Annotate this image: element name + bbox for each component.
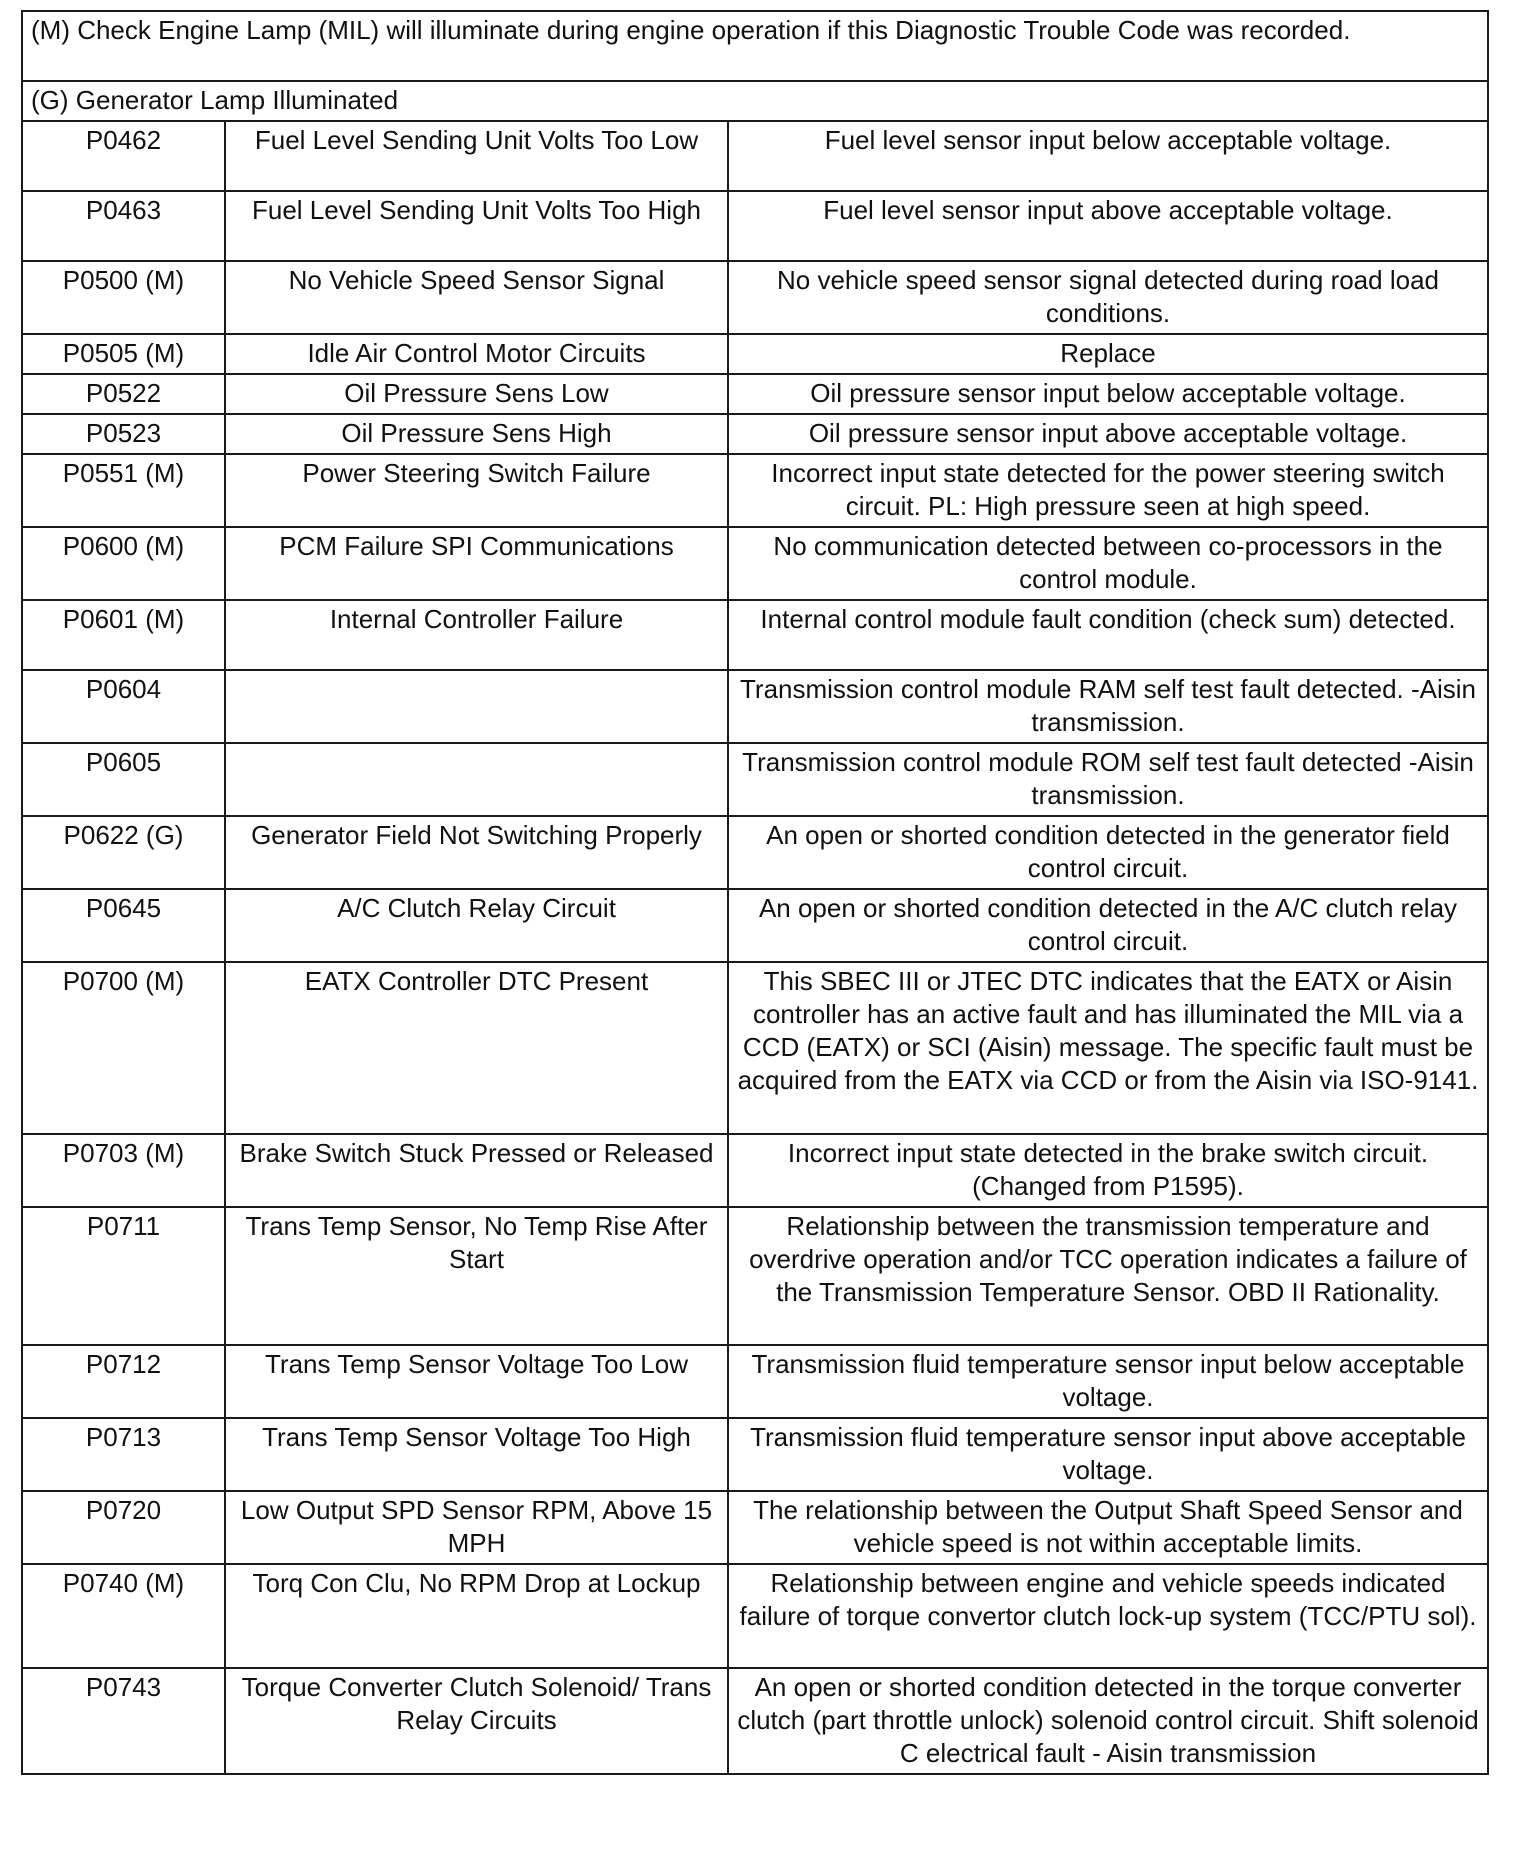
dtc-description: Internal control module fault condition (check sum) detected. (728, 600, 1488, 670)
dtc-code: P0463 (22, 191, 225, 261)
table-row (22, 1418, 1488, 1491)
dtc-name: Idle Air Control Motor Circuits (225, 334, 728, 374)
dtc-code: P0500 (M) (22, 261, 225, 334)
dtc-description: The relationship between the Output Shaft Speed Sensor and vehicle speed is not within acceptable limits. (728, 1491, 1488, 1564)
table-row (22, 121, 1488, 191)
dtc-code: P0720 (22, 1491, 225, 1564)
dtc-name: Oil Pressure Sens Low (225, 374, 728, 414)
table-row (22, 600, 1488, 670)
dtc-name (225, 743, 728, 816)
dtc-name: Generator Field Not Switching Properly (225, 816, 728, 889)
dtc-code: P0700 (M) (22, 962, 225, 1134)
dtc-description: An open or shorted condition detected in the A/C clutch relay control circuit. (728, 889, 1488, 962)
dtc-description: An open or shorted condition detected in the generator field control circuit. (728, 816, 1488, 889)
table-row (22, 527, 1488, 600)
dtc-name: Power Steering Switch Failure (225, 454, 728, 527)
dtc-description: Transmission control module RAM self test fault detected. -Aisin transmission. (728, 670, 1488, 743)
table-row (22, 374, 1488, 414)
dtc-name: No Vehicle Speed Sensor Signal (225, 261, 728, 334)
dtc-description: Transmission fluid temperature sensor input above acceptable voltage. (728, 1418, 1488, 1491)
dtc-name (225, 670, 728, 743)
dtc-code: P0505 (M) (22, 334, 225, 374)
dtc-description: Transmission fluid temperature sensor input below acceptable voltage. (728, 1345, 1488, 1418)
dtc-description: Incorrect input state detected for the power steering switch circuit. PL: High pressure seen at high speed. (728, 454, 1488, 527)
table-row (22, 670, 1488, 743)
dtc-code: P0712 (22, 1345, 225, 1418)
dtc-name: Fuel Level Sending Unit Volts Too Low (225, 121, 728, 191)
table-row (22, 1668, 1488, 1774)
dtc-code: P0743 (22, 1668, 225, 1774)
mil-note: (M) Check Engine Lamp (MIL) will illuminate during engine operation if this Diagnostic Trouble Code was recorded. (22, 11, 1488, 81)
dtc-code: P0703 (M) (22, 1134, 225, 1207)
table-row (22, 261, 1488, 334)
dtc-description: Fuel level sensor input above acceptable voltage. (728, 191, 1488, 261)
table-row (22, 1345, 1488, 1418)
table-row (22, 816, 1488, 889)
dtc-name: Oil Pressure Sens High (225, 414, 728, 454)
dtc-name: Internal Controller Failure (225, 600, 728, 670)
dtc-table (21, 10, 1489, 1775)
dtc-code: P0600 (M) (22, 527, 225, 600)
dtc-name: Torq Con Clu, No RPM Drop at Lockup (225, 1564, 728, 1668)
dtc-name: Torque Converter Clutch Solenoid/ Trans Relay Circuits (225, 1668, 728, 1774)
table-row (22, 191, 1488, 261)
dtc-code: P0713 (22, 1418, 225, 1491)
dtc-name: EATX Controller DTC Present (225, 962, 728, 1134)
dtc-description: Oil pressure sensor input below acceptable voltage. (728, 374, 1488, 414)
dtc-description: An open or shorted condition detected in the torque converter clutch (part throttle unlock) solenoid control circuit. Shift solenoid C electrical fault - Aisin transmission (728, 1668, 1488, 1774)
dtc-name: Brake Switch Stuck Pressed or Released (225, 1134, 728, 1207)
table-row (22, 962, 1488, 1134)
table-row (22, 454, 1488, 527)
table-row (22, 334, 1488, 374)
dtc-code: P0462 (22, 121, 225, 191)
dtc-description: Incorrect input state detected in the brake switch circuit. (Changed from P1595). (728, 1134, 1488, 1207)
dtc-code: P0740 (M) (22, 1564, 225, 1668)
dtc-description: Replace (728, 334, 1488, 374)
dtc-code: P0645 (22, 889, 225, 962)
table-row (22, 414, 1488, 454)
table-row (22, 743, 1488, 816)
dtc-description: Oil pressure sensor input above acceptable voltage. (728, 414, 1488, 454)
dtc-name: Trans Temp Sensor, No Temp Rise After Start (225, 1207, 728, 1345)
table-row (22, 1491, 1488, 1564)
dtc-code: P0522 (22, 374, 225, 414)
dtc-name: A/C Clutch Relay Circuit (225, 889, 728, 962)
note-row-mil (22, 11, 1488, 81)
dtc-name: PCM Failure SPI Communications (225, 527, 728, 600)
note-row-generator (22, 81, 1488, 121)
dtc-code: P0605 (22, 743, 225, 816)
table-row (22, 889, 1488, 962)
dtc-description: Relationship between engine and vehicle speeds indicated failure of torque convertor clutch lock-up system (TCC/PTU sol). (728, 1564, 1488, 1668)
dtc-name: Trans Temp Sensor Voltage Too High (225, 1418, 728, 1491)
table-row (22, 1564, 1488, 1668)
dtc-description: Relationship between the transmission temperature and overdrive operation and/or TCC operation indicates a failure of the Transmission Temperature Sensor. OBD II Rationality. (728, 1207, 1488, 1345)
dtc-name: Low Output SPD Sensor RPM, Above 15 MPH (225, 1491, 728, 1564)
dtc-code: P0604 (22, 670, 225, 743)
dtc-code: P0523 (22, 414, 225, 454)
dtc-description: Transmission control module ROM self test fault detected -Aisin transmission. (728, 743, 1488, 816)
dtc-code: P0711 (22, 1207, 225, 1345)
dtc-name: Fuel Level Sending Unit Volts Too High (225, 191, 728, 261)
dtc-code: P0601 (M) (22, 600, 225, 670)
generator-note: (G) Generator Lamp Illuminated (22, 81, 1488, 121)
dtc-description: This SBEC III or JTEC DTC indicates that the EATX or Aisin controller has an active fault and has illuminated the MIL via a CCD (EATX) or SCI (Aisin) message. The specific fault must be acquired from the EATX via CCD or from the Aisin via ISO-9141. (728, 962, 1488, 1134)
dtc-code: P0551 (M) (22, 454, 225, 527)
table-row (22, 1134, 1488, 1207)
dtc-description: Fuel level sensor input below acceptable voltage. (728, 121, 1488, 191)
dtc-code: P0622 (G) (22, 816, 225, 889)
dtc-name: Trans Temp Sensor Voltage Too Low (225, 1345, 728, 1418)
table-row (22, 1207, 1488, 1345)
dtc-description: No communication detected between co-processors in the control module. (728, 527, 1488, 600)
dtc-description: No vehicle speed sensor signal detected during road load conditions. (728, 261, 1488, 334)
